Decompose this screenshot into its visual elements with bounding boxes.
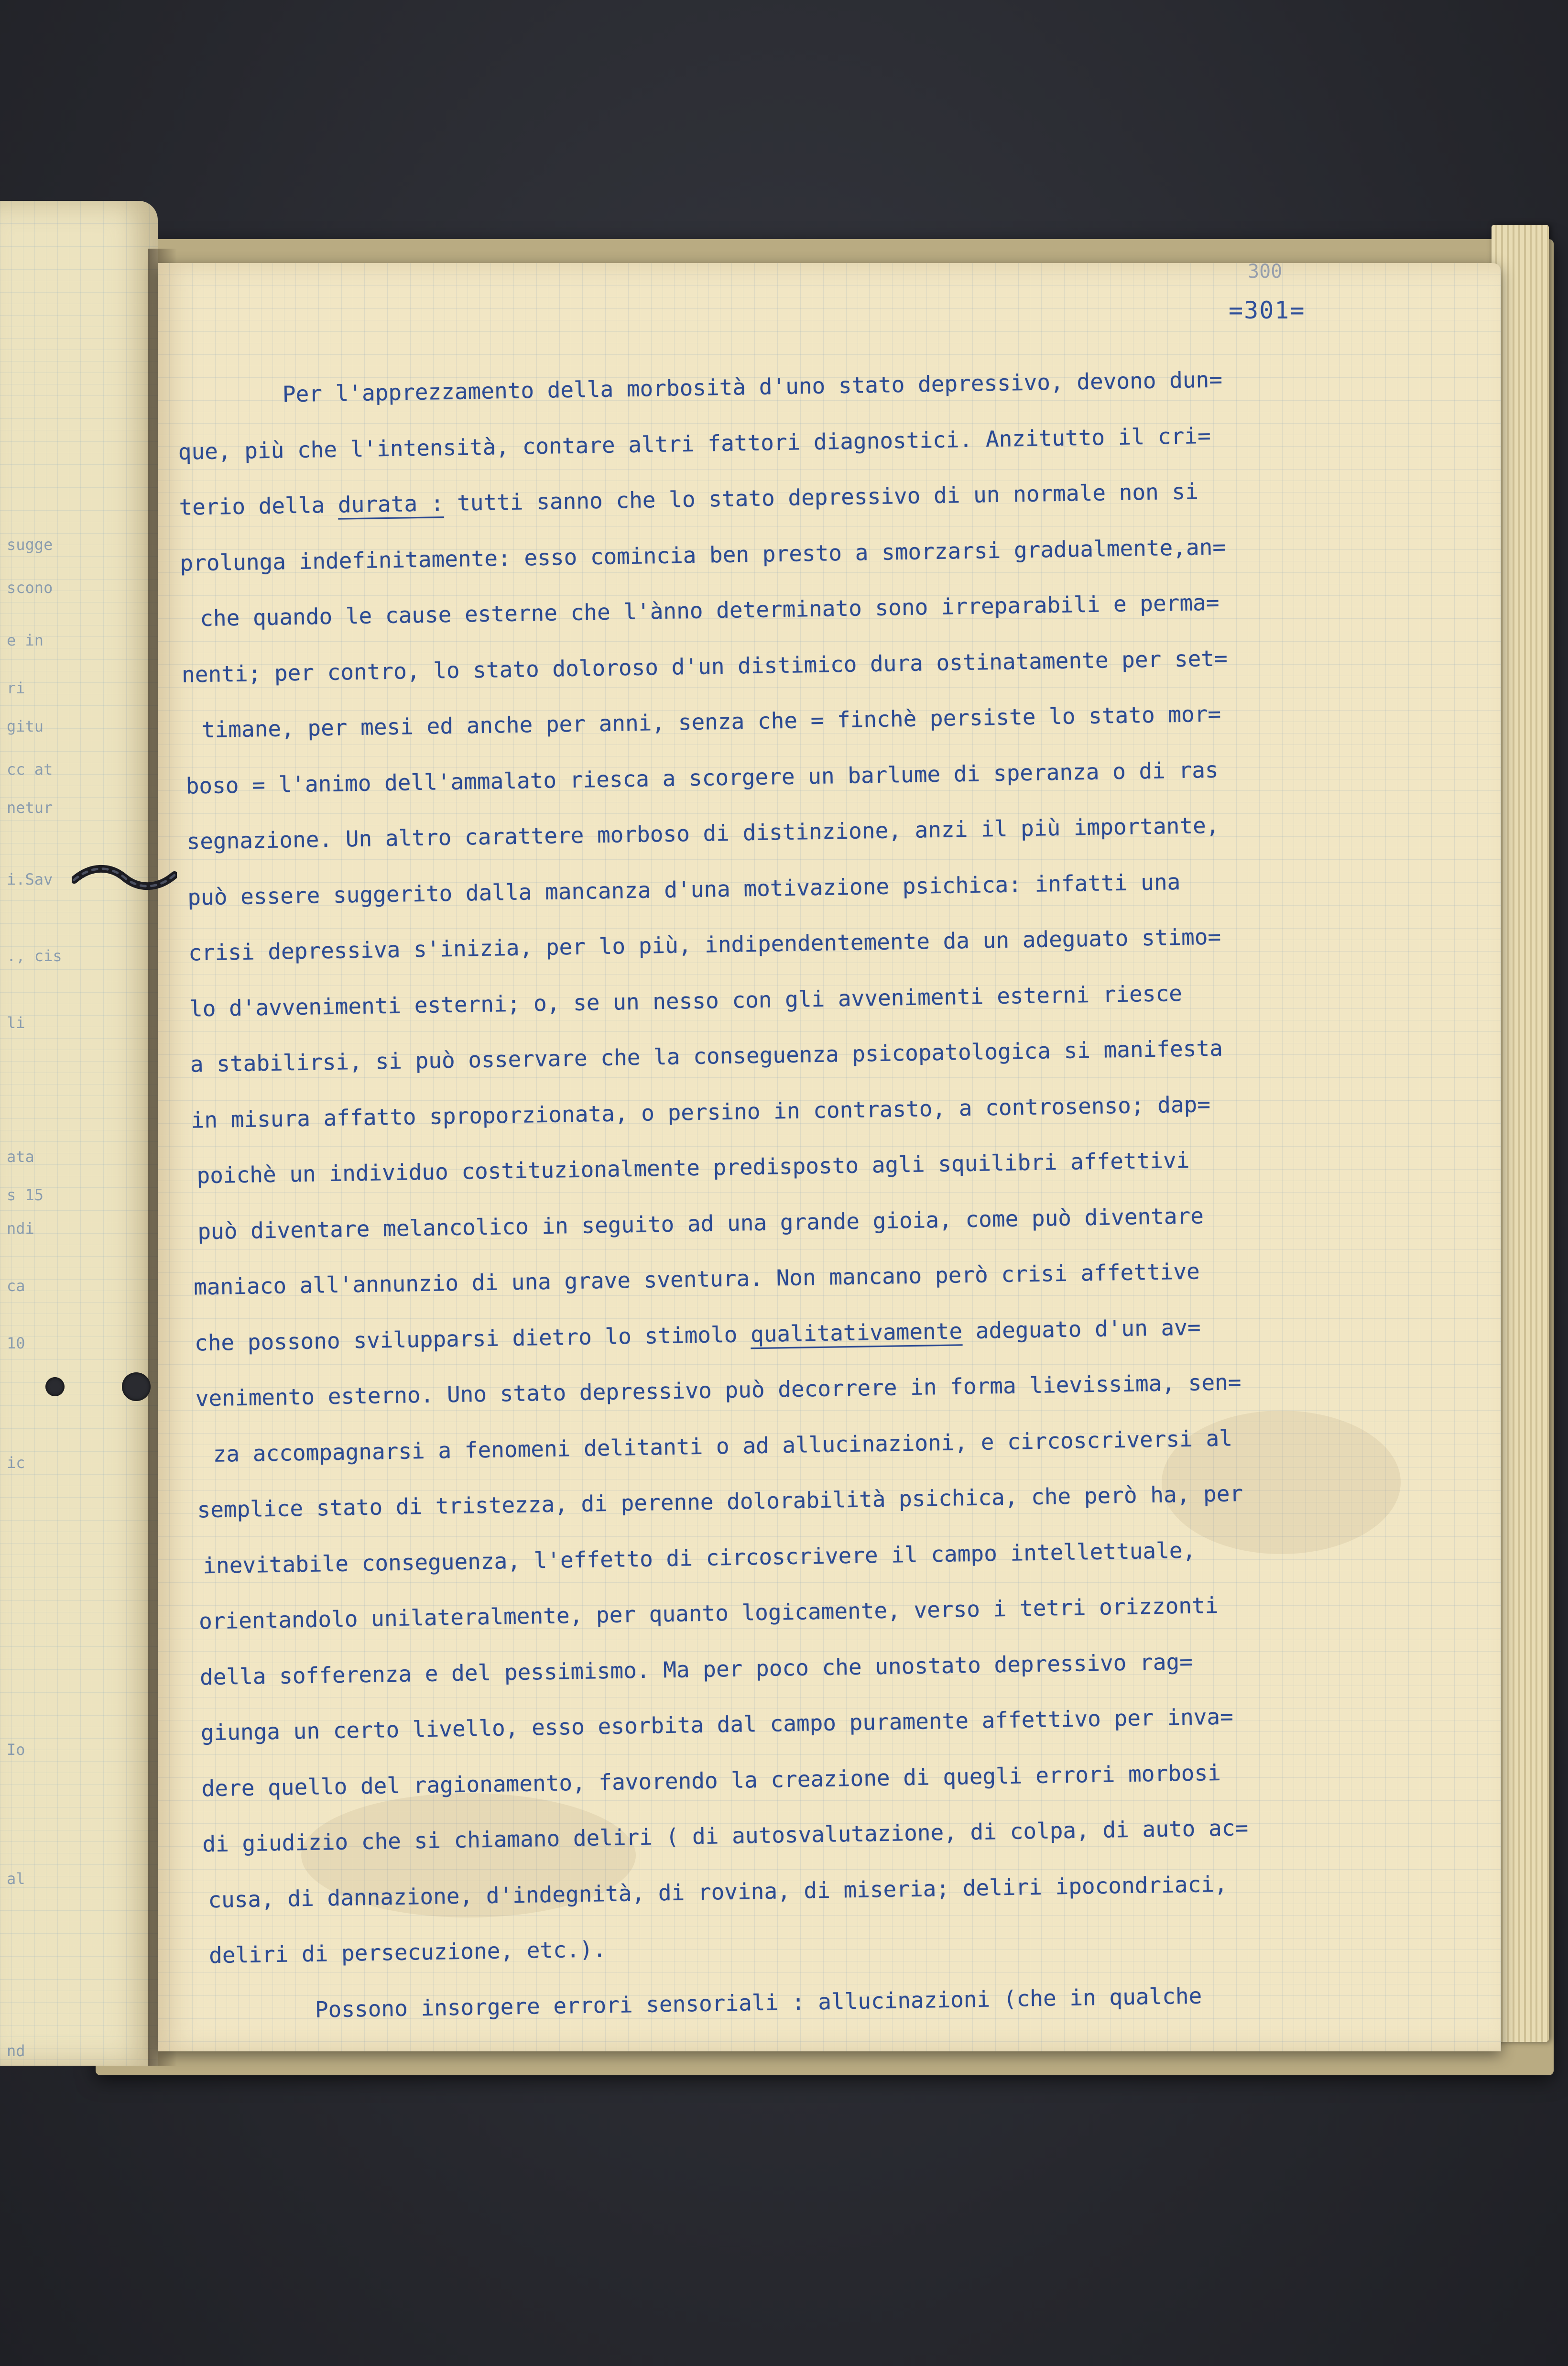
- left-page-fragment: ata: [7, 1148, 34, 1166]
- binding-string-icon: [72, 861, 177, 894]
- text-line: maniaco all'annunzio di una grave sventura. Non mancano però crisi affettive: [193, 1258, 1200, 1300]
- left-page-fragment: li: [7, 1014, 25, 1032]
- left-page-fragment: Io: [7, 1741, 25, 1759]
- text-line: cusa, di dannazione, d'indegnità, di rovina, di miseria; deliri ipocondriaci,: [207, 1871, 1228, 1913]
- text-segment: che possono svilupparsi dietro lo stimolo: [194, 1321, 751, 1356]
- left-page-fragment: netur: [7, 799, 53, 817]
- left-page-fragment: ndi: [7, 1219, 34, 1238]
- left-page-fragment: al: [7, 1870, 25, 1888]
- text-line: può essere suggerito dalla mancanza d'una motivazione psichica: infatti una: [187, 868, 1181, 910]
- left-page-fragment: gitu: [7, 717, 44, 735]
- text-line: Possono insorgere errori sensoriali : allucinazioni (che in qualche: [315, 1983, 1202, 2023]
- text-line: deliri di persecuzione, etc.).: [208, 1936, 607, 1969]
- typewritten-body: [172, 348, 1508, 2039]
- left-page-fragment: ic: [7, 1454, 25, 1472]
- left-page-fragment: 10: [7, 1334, 25, 1352]
- left-page-fragment: e in: [7, 631, 44, 649]
- text-line: può diventare melancolico in seguito ad una grande gioia, come può diventare: [197, 1202, 1204, 1244]
- page-number: =301=: [1229, 296, 1306, 324]
- text-line: timane, per mesi ed anche per anni, senza che = finchè persiste lo stato mor=: [201, 701, 1221, 743]
- text-line: crisi depressiva s'inizia, per lo più, indipendentemente da un adeguato stimo=: [188, 923, 1221, 966]
- text-line: inevitabile conseguenza, l'effetto di circoscrivere il campo intellettuale,: [202, 1537, 1196, 1578]
- text-line: lo d'avvenimenti esterni; o, se un nesso con gli avvenimenti esterni riesce: [189, 980, 1183, 1022]
- text-line: poichè un individuo costituzionalmente predisposto agli squilibri affettivi: [196, 1147, 1190, 1189]
- left-page-fragment: ., cis: [7, 947, 62, 965]
- left-page-fragment: ri: [7, 679, 25, 697]
- text-line: segnazione. Un altro carattere morboso di distinzione, anzi il più importante,: [186, 812, 1220, 854]
- previous-page-number: 300: [1248, 261, 1283, 283]
- left-page: [0, 201, 158, 2066]
- text-line: di giudizio che si chiamano deliri ( di autosvalutazione, di colpa, di auto ac=: [202, 1815, 1249, 1857]
- underlined-term: durata :: [338, 490, 444, 518]
- text-line: a stabilirsi, si può osservare che la conseguenza psicopatologica si manifesta: [190, 1035, 1223, 1077]
- punch-hole: [122, 1372, 151, 1401]
- text-line: dere quello del ragionamento, favorendo la creazione di quegli errori morbosi: [201, 1759, 1221, 1801]
- text-line: della sofferenza e del pessimismo. Ma per poco che unostato depressivo rag=: [199, 1648, 1193, 1690]
- text-line: prolunga indefinitamente: esso comincia ben presto a smorzarsi gradualmente,an=: [179, 533, 1226, 576]
- text-line: boso = l'animo dell'ammalato riesca a scorgere un barlume di speranza o di ras: [185, 756, 1219, 799]
- text-line: Per l'apprezzamento della morbosità d'uno stato depressivo, devono dun=: [282, 366, 1223, 407]
- left-page-fragment: nd: [7, 2042, 25, 2060]
- text-line: orientandolo unilateralmente, per quanto logicamente, verso i tetri orizzonti: [198, 1592, 1219, 1634]
- left-page-fragment: s 15: [7, 1186, 44, 1204]
- text-line: che quando le cause esterne che l'ànno determinato sono irreparabili e perma=: [199, 589, 1220, 632]
- underlined-term: qualitativamente: [750, 1317, 963, 1347]
- text-segment: terio della: [179, 492, 338, 520]
- left-page-fragment: i.Sav: [7, 870, 53, 888]
- punch-hole: [45, 1377, 65, 1396]
- text-segment: tutti sanno che lo stato depressivo di un normale non si: [443, 478, 1199, 516]
- text-line: giunga un certo livello, esso esorbita dal campo puramente affettivo per inva=: [200, 1703, 1234, 1746]
- text-line: za accompagnarsi a fenomeni delitanti o ad allucinazioni, e circoscriversi al: [213, 1424, 1233, 1467]
- left-page-fragment: cc at: [7, 760, 53, 778]
- text-line: nenti; per contro, lo stato doloroso d'un distimico dura ostinatamente per set=: [181, 645, 1228, 688]
- text-line: venimento esterno. Uno stato depressivo può decorrere in forma lievissima, sen=: [195, 1369, 1241, 1412]
- text-line: in misura affatto sproporzionata, o persino in contrasto, a controsenso; dap=: [191, 1091, 1211, 1133]
- left-page-fragment: sugge: [7, 536, 53, 554]
- text-segment: adeguato d'un av=: [962, 1314, 1201, 1344]
- left-page-fragment: scono: [7, 579, 53, 597]
- left-page-fragment: ca: [7, 1277, 25, 1295]
- text-line: semplice stato di tristezza, di perenne dolorabilità psichica, che però ha, per: [197, 1480, 1243, 1523]
- text-line: que, più che l'intensità, contare altri fattori diagnostici. Anzitutto il cri=: [178, 422, 1211, 465]
